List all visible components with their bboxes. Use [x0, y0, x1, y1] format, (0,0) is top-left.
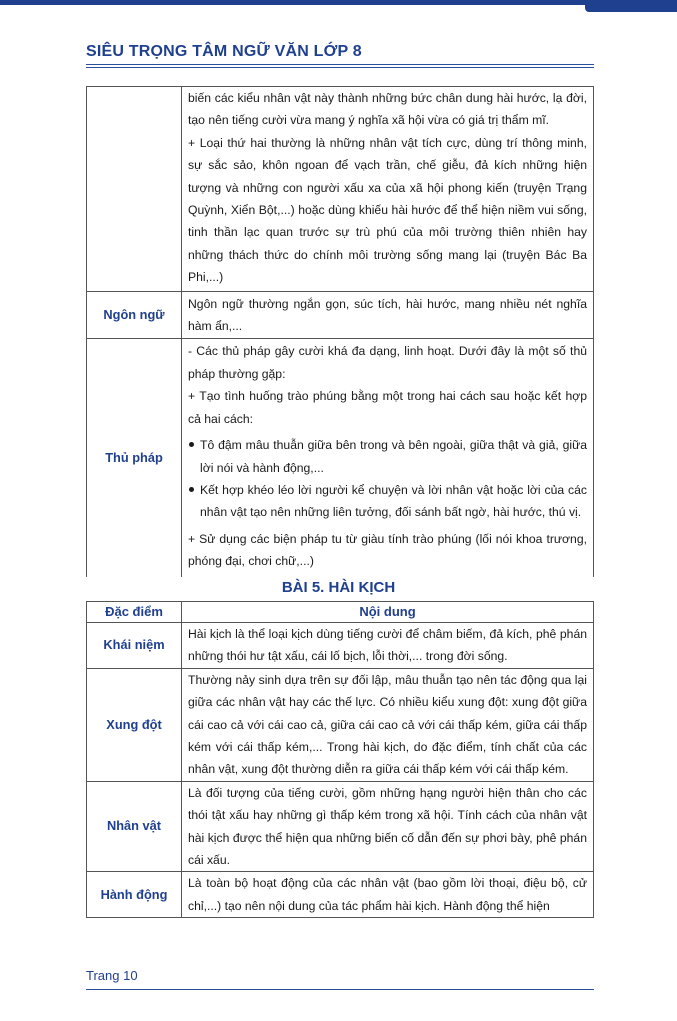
row-label: Khái niệm [87, 623, 182, 669]
bullet-item: Kết hợp khéo léo lời người kể chuyện và lời nhân vật hoặc lời của các nhân vật tạo nên những liên tưởng, đối sánh bất ngờ, hài hước, thú vị. [188, 479, 587, 524]
table-row [87, 623, 594, 669]
content-paragraph: biến các kiểu nhân vật này thành những bức chân dung hài hước, lạ đời, tạo nên tiếng cười vừa mang ý nghĩa xã hội vừa có giá trị thẩm mĩ. [188, 91, 587, 128]
content-paragraph: + Tạo tình huống trào phúng bằng một trong hai cách sau hoặc kết hợp cả hai cách: [188, 389, 587, 426]
page-header-title: SIÊU TRỌNG TÂM NGỮ VĂN LỚP 8 [86, 43, 362, 60]
bullet-item: Tô đậm mâu thuẫn giữa bên trong và bên ngoài, giữa thật và giả, giữa lời nói và hành động,... [188, 434, 587, 479]
genre-traits-table-continued [86, 86, 594, 577]
row-content [182, 87, 594, 292]
content-paragraph: + Loại thứ hai thường là những nhân vật tích cực, dùng trí thông minh, sự sắc sảo, khôn ngoan để vạch trần, chế giễu, đả kích những hiện tượng và những con người xấu xa của xã hội phong kiến (truyện Trạng Quỳnh, Xiển Bột,...) hoặc dùng khiếu hài hước để thể hiện niềm vui sống, tinh thần lạc quan trước sự trù phú của môi trường thiên nhiên hay những thách thức do chính môi trường sống mang lại (truyện Bác Ba Phi,...) [188, 135, 587, 285]
row-content: Thường nảy sinh dựa trên sự đối lập, mâu thuẫn tạo nên tác động qua lại giữa các nhân vật hay các thế lực. Có nhiều kiểu xung đột: xung đột giữa cái cao cả với cái cao cả, giữa cái cao cả với cái thấp kém, giữa cái thấp kém với cái thấp kém,... Trong hài kịch, do đặc điểm, tính chất của các nhân vật, xung đột thường diễn ra giữa cái thấp kém với cái thấp kém. [182, 668, 594, 781]
table-row [87, 291, 594, 339]
content-paragraph: + Sử dụng các biện pháp tu từ giàu tính trào phúng (lối nói khoa trương, phóng đại, chơi chữ,...) [188, 531, 587, 569]
comedy-traits-table [86, 601, 594, 918]
table-row [87, 87, 594, 292]
row-label: Thủ pháp [87, 339, 182, 577]
table-row [87, 339, 594, 577]
section-title: BÀI 5. HÀI KỊCH [281, 579, 396, 596]
row-content [182, 339, 594, 577]
table-row [87, 781, 594, 872]
column-header: Đặc điểm [87, 602, 182, 623]
top-corner-tab [585, 0, 677, 12]
header-divider-secondary [86, 67, 594, 68]
table-row [87, 872, 594, 918]
content-paragraph: - Các thủ pháp gây cười khá đa dạng, linh hoạt. Dưới đây là một số thủ pháp thường gặp: [188, 344, 587, 381]
row-label: Hành động [87, 872, 182, 918]
page-number: Trang 10 [86, 968, 138, 983]
top-accent-bar [0, 0, 677, 5]
column-header: Nội dung [182, 602, 594, 623]
header-divider [86, 64, 594, 65]
table-header-row [87, 602, 594, 623]
row-content: Là đối tượng của tiếng cười, gồm những hạng người hiện thân cho các thói tật xấu hay những gì thấp kém trong xã hội. Tính cách của nhân vật hài kịch được thể hiện qua những biến cố dẫn đến sự phơi bày, phê phán cái xấu. [182, 781, 594, 872]
row-content: Ngôn ngữ thường ngắn gọn, súc tích, hài hước, mang nhiều nét nghĩa hàm ẩn,... [182, 291, 594, 339]
row-content: Là toàn bộ hoạt động của các nhân vật (bao gồm lời thoại, điệu bộ, cử chỉ,...) tạo nên nội dung của tác phẩm hài kịch. Hành động thể hiện [182, 872, 594, 918]
row-label-empty [87, 87, 182, 292]
row-content: Hài kịch là thể loại kịch dùng tiếng cười để châm biếm, đả kích, phê phán những thói hư tật xấu, cái lố bịch, lỗi thời,... trong đời sống. [182, 623, 594, 669]
row-label: Ngôn ngữ [87, 291, 182, 339]
footer-divider [86, 989, 594, 990]
table-row [87, 668, 594, 781]
row-label: Nhân vật [87, 781, 182, 872]
row-label: Xung đột [87, 668, 182, 781]
